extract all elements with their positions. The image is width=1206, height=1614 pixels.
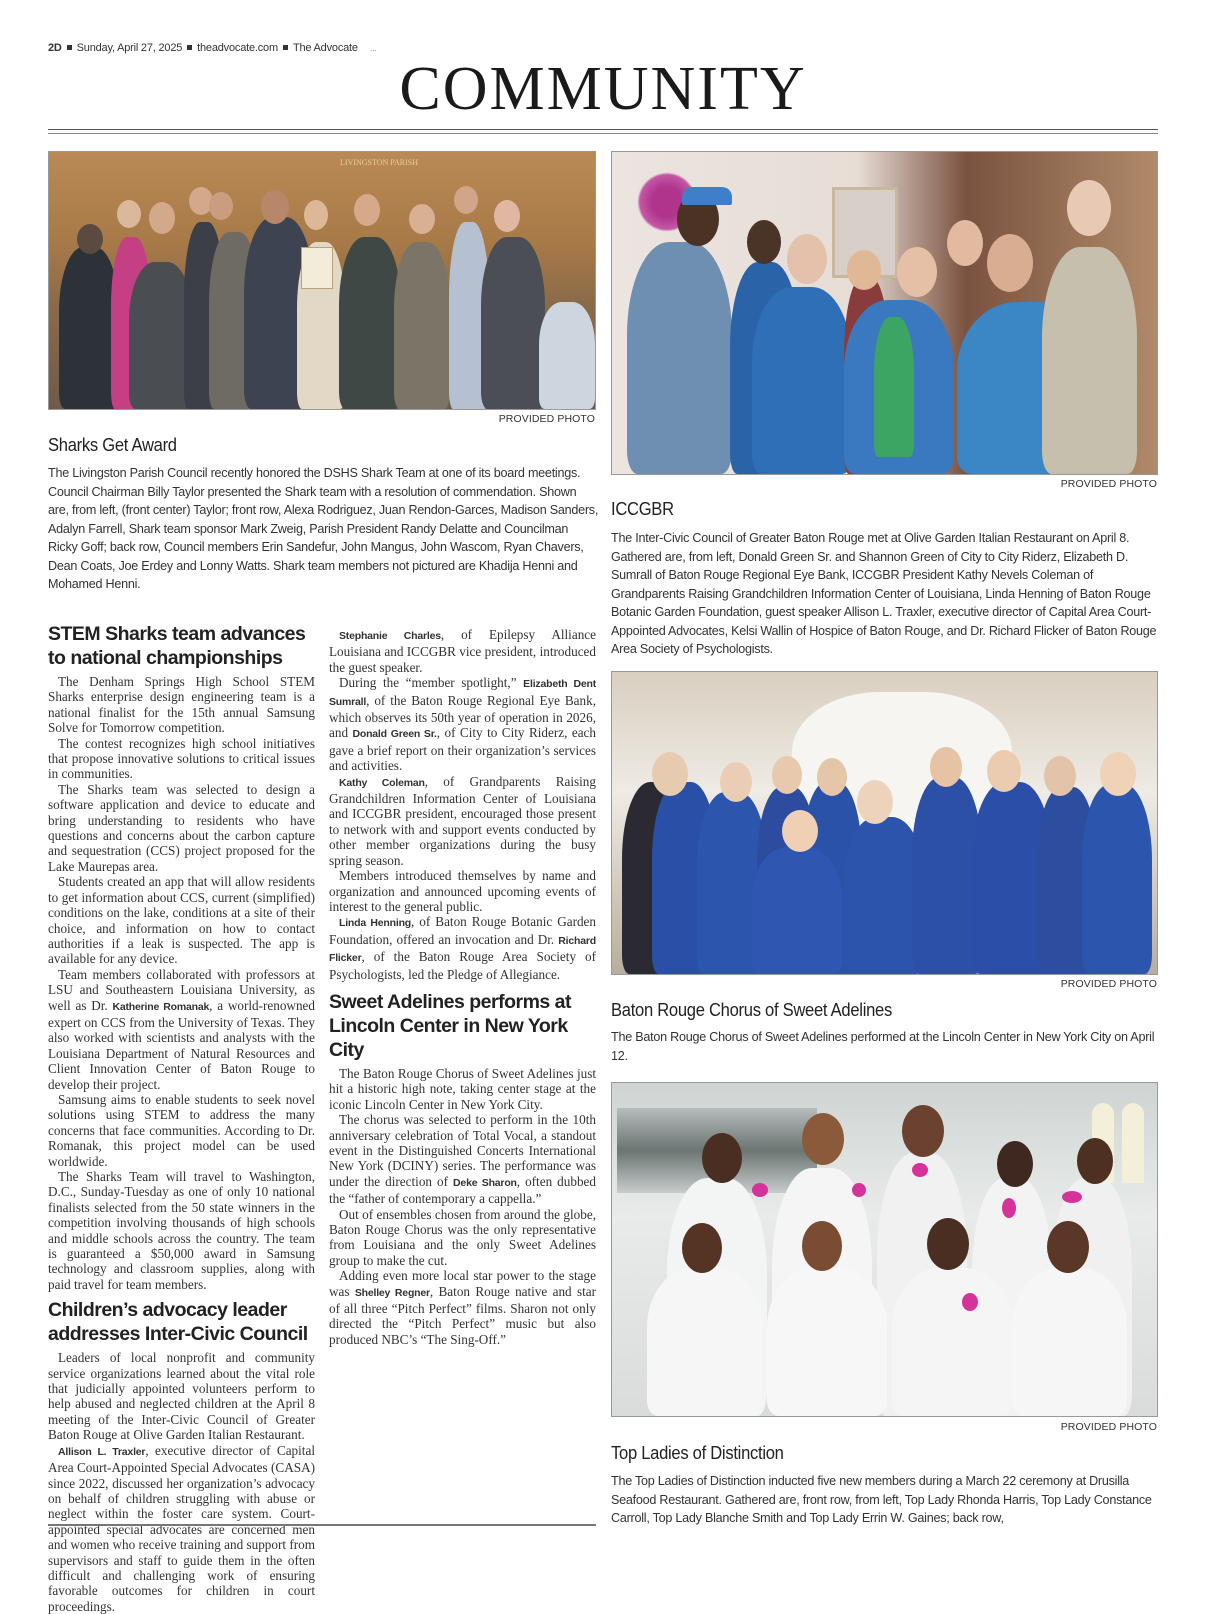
arched-window xyxy=(1122,1103,1144,1183)
cutline-text: The Top Ladies of Distinction inducted five new members during a March 22 ceremony at Drusilla Seafood Restaurant. Gathered are, front row, from left, Top Lady Rhonda Harris, Top Lady Constance Carroll, Top Lady Blanche Smith and Top Lady Errin W. Gaines; back row, xyxy=(611,1474,1152,1525)
website[interactable]: theadvocate.com xyxy=(197,42,278,54)
separator-square-icon xyxy=(187,45,192,50)
corsage xyxy=(962,1293,978,1311)
person-name: Katherine Romanak xyxy=(112,1000,210,1013)
paragraph: The contest recognizes high school initiatives that propose innovative solutions to critical issues in communities. xyxy=(48,735,315,782)
article-column-2 xyxy=(329,627,596,1347)
person-name: Donald Green Sr. xyxy=(352,728,437,741)
page-number: 2D xyxy=(48,42,62,54)
cutline-headline: Sharks Get Award xyxy=(48,435,177,455)
section-title: COMMUNITY xyxy=(399,55,807,123)
advocacy-headline: Children’s advocacy leader addresses Inter-Civic Council xyxy=(48,1299,308,1346)
person-name: Allison L. Traxler xyxy=(58,1445,146,1458)
folio-line xyxy=(48,42,377,54)
separator-square-icon xyxy=(67,45,72,50)
person-name: Stephanie Charles xyxy=(339,630,441,642)
header-rule xyxy=(48,133,1158,134)
paragraph: Kathy Coleman, of Grandparents Raising Grandchildren Information Center of Louisiana and ICCGBR president, encouraged those present to network with and support events conducted by other member organizations during the busy spring season. xyxy=(329,773,596,868)
photo-credit: PROVIDED PHOTO xyxy=(1060,1421,1157,1433)
person-name: Linda Henning xyxy=(339,917,412,930)
corsage xyxy=(1062,1191,1082,1203)
parish-sign: LIVINGSTON PARISH xyxy=(339,158,418,167)
photo-credit: PROVIDED PHOTO xyxy=(1060,978,1157,990)
paragraph: The Sharks Team will travel to Washington, D.C., Sunday-Tuesday as one of only 10 national finalists selected from the 50 state winners in the competition involving thousands of high schools and middle schools across the country. The team is guaranteed a $50,000 award in Samsung technology and classroom supplies, along with paid travel for team members. xyxy=(48,1169,315,1292)
cutline-text: The Livingston Parish Council recently honored the DSHS Shark Team at one of its board meetings. Council Chairman Billy Taylor presented the Shark team with a resolution of commendation. Shown are, from left, (front center) Taylor; front row, Alexa Rodriguez, Juan Rendon-Garces, Madison Sanders, Adalyn Farrell, Shark team sponsor Mark Zweig, Parish President Randy Delatte and Councilman Ricky Goff; back row, Council members Erin Sandefur, John Mangus, John Wascom, Ryan Chavers, Dean Coats, Joe Erdey and Lonny Watts. Shark team members not pictured are Khadija Henni and Mohamed Henni. xyxy=(48,466,599,591)
paragraph: Linda Henning, of Baton Rouge Botanic Garden Foundation, offered an invocation and Dr. Richard Flicker, of the Baton Rouge Area Society of Psychologists, led the Pledge of Allegiance. xyxy=(329,914,597,982)
paragraph: The chorus was selected to perform in the 10th anniversary celebration of Total Vocal, a standout event in the Distinguished Concerts International New York (DCINY) series. The performance was under the direction of Deke Sharon, often dubbed the “father of contemporary a cappella.” xyxy=(329,1112,597,1207)
corsage xyxy=(1002,1198,1016,1218)
bottom-rule xyxy=(48,1524,596,1526)
top-ladies-photo xyxy=(611,1082,1158,1417)
publish-date: Sunday, April 27, 2025 xyxy=(76,42,183,54)
paragraph: Students created an app that will allow residents to get information about CCS, current (simplified) conditions on the lake, conditions at a site of their choice, and information on how to contact authorities if a leak is suspected. The app is available for any device. xyxy=(48,874,315,967)
photo-credit: PROVIDED PHOTO xyxy=(1060,478,1157,490)
person-name: Elizabeth Dent Sumrall xyxy=(329,678,596,708)
paragraph: The Baton Rouge Chorus of Sweet Adelines just hit a historic high note, taking center stage at the iconic Lincoln Center in New York City. xyxy=(329,1065,596,1112)
sweet-adelines-photo xyxy=(611,671,1158,975)
cap xyxy=(682,187,732,205)
adelines-headline: Sweet Adelines performs at Lincoln Center in New York City xyxy=(329,990,572,1061)
photo-credit: PROVIDED PHOTO xyxy=(498,413,595,425)
person-name: Shelley Regner xyxy=(354,1286,430,1299)
cutline-headline: Top Ladies of Distinction xyxy=(611,1443,784,1463)
paper-name: The Advocate xyxy=(292,42,358,54)
cutline-headline: Baton Rouge Chorus of Sweet Adelines xyxy=(611,1000,892,1020)
cutline-text: The Inter-Civic Council of Greater Baton Rouge met at Olive Garden Italian Restaurant on April 8. Gathered are, from left, Donald Green Sr. and Shannon Green of City to City Riderz, Elizabeth D. Sumrall of Baton Rouge Regional Eye Bank, ICCGBR President Kathy Nevels Coleman of Grandparents Raising Grandchildren Information Center of Louisiana, Linda Henning of Baton Rouge Botanic Garden Foundation, guest speaker Allison L. Traxler, executive director of Capital Area Court-Appointed Advocates, Kelsi Wallin of Hospice of Baton Rouge, and Dr. Richard Flicker of Baton Rouge Area Society of Psychologists. xyxy=(611,531,1157,656)
separator-square-icon xyxy=(283,45,288,50)
paragraph: The Denham Springs High School STEM Sharks enterprise design engineering team is a national finalist for the 15th annual Samsung Solve for Tomorrow competition. xyxy=(48,674,315,736)
paragraph: Leaders of local nonprofit and community service organizations learned about the vital role that judicially appointed volunteers perform to help abused and neglected children at the April 8 meeting of the Inter-Civic Council of Greater Baton Rouge at Olive Garden Italian Restaurant. xyxy=(48,1350,315,1443)
person-name: Deke Sharon xyxy=(453,1176,517,1189)
cutline-headline: ICCGBR xyxy=(611,499,674,519)
folio-marker: ... xyxy=(369,43,377,53)
corsage xyxy=(912,1163,928,1177)
corsage xyxy=(752,1183,768,1197)
group-figures xyxy=(49,152,595,409)
corsage xyxy=(852,1183,866,1197)
resolution-certificate xyxy=(301,247,333,289)
sharks-award-photo xyxy=(48,151,596,410)
paragraph: Samsung aims to enable students to seek novel solutions using STEM to address the many concerns that face communities. According to Dr. Romanak, this project model can be used worldwide. xyxy=(48,1091,315,1169)
paragraph: Allison L. Traxler, executive director of Capital Area Court-Appointed Special Advocates (CASA) since 2022, discussed her organization’s advocacy on behalf of children struggling with abuse or neglect within the foster care system. Court-appointed special advocates are concerned men and women who receive training and support from supervisors and staff to guide them in the often difficult and challenging work of ensuring favorable outcomes for children in court proceedings. xyxy=(48,1442,315,1614)
article-column-1 xyxy=(48,622,315,1614)
stem-headline: STEM Sharks team advances to national championships xyxy=(48,623,306,669)
paragraph: Adding even more local star power to the stage was Shelley Regner, Baton Rouge native and star of all three “Pitch Perfect” films. Sharon not only directed the “Pitch Perfect” music but also produced NBC’s “The Sing-Off.” xyxy=(329,1268,596,1347)
paragraph: The Sharks team was selected to design a software application and device to educate and bring understanding to residents who have questions and concerns about the carbon capture and sequestration (CCS) project proposed for the Lake Maurepas area. xyxy=(48,781,315,874)
iccgbr-photo xyxy=(611,151,1158,475)
cutline-text: The Baton Rouge Chorus of Sweet Adelines performed at the Lincoln Center in New York City on April 12. xyxy=(611,1030,1155,1063)
header-rule xyxy=(48,129,1158,130)
paragraph: Stephanie Charles, of Epilepsy Alliance Louisiana and ICCGBR vice president, introduced the guest speaker. xyxy=(329,627,596,675)
paragraph: Team members collaborated with professors at LSU and Southeastern Louisiana University, as well as Dr. Katherine Romanak, a world-renowned expert on CCS from the University of Texas. They also worked with scientists and analysts with the Louisiana Department of Natural Resources and Client Innovation Center of Baton Rouge to develop their project. xyxy=(48,966,315,1092)
paragraph: Members introduced themselves by name and organization and announced upcoming events of interest to the general public. xyxy=(329,868,596,914)
paragraph: Out of ensembles chosen from around the globe, Baton Rouge Chorus was the only representative from Louisiana and the only Sweet Adelines group to make the cut. xyxy=(329,1206,596,1268)
person-name: Richard Flicker xyxy=(329,934,596,965)
paragraph: During the “member spotlight,” Elizabeth Dent Sumrall, of the Baton Rouge Regional Eye Bank, which observes its 50th year of operation in 2026, and Donald Green Sr., of City to City Riderz, each gave a brief report on their organization’s services and activities. xyxy=(329,675,596,774)
person-name: Kathy Coleman xyxy=(339,776,425,789)
